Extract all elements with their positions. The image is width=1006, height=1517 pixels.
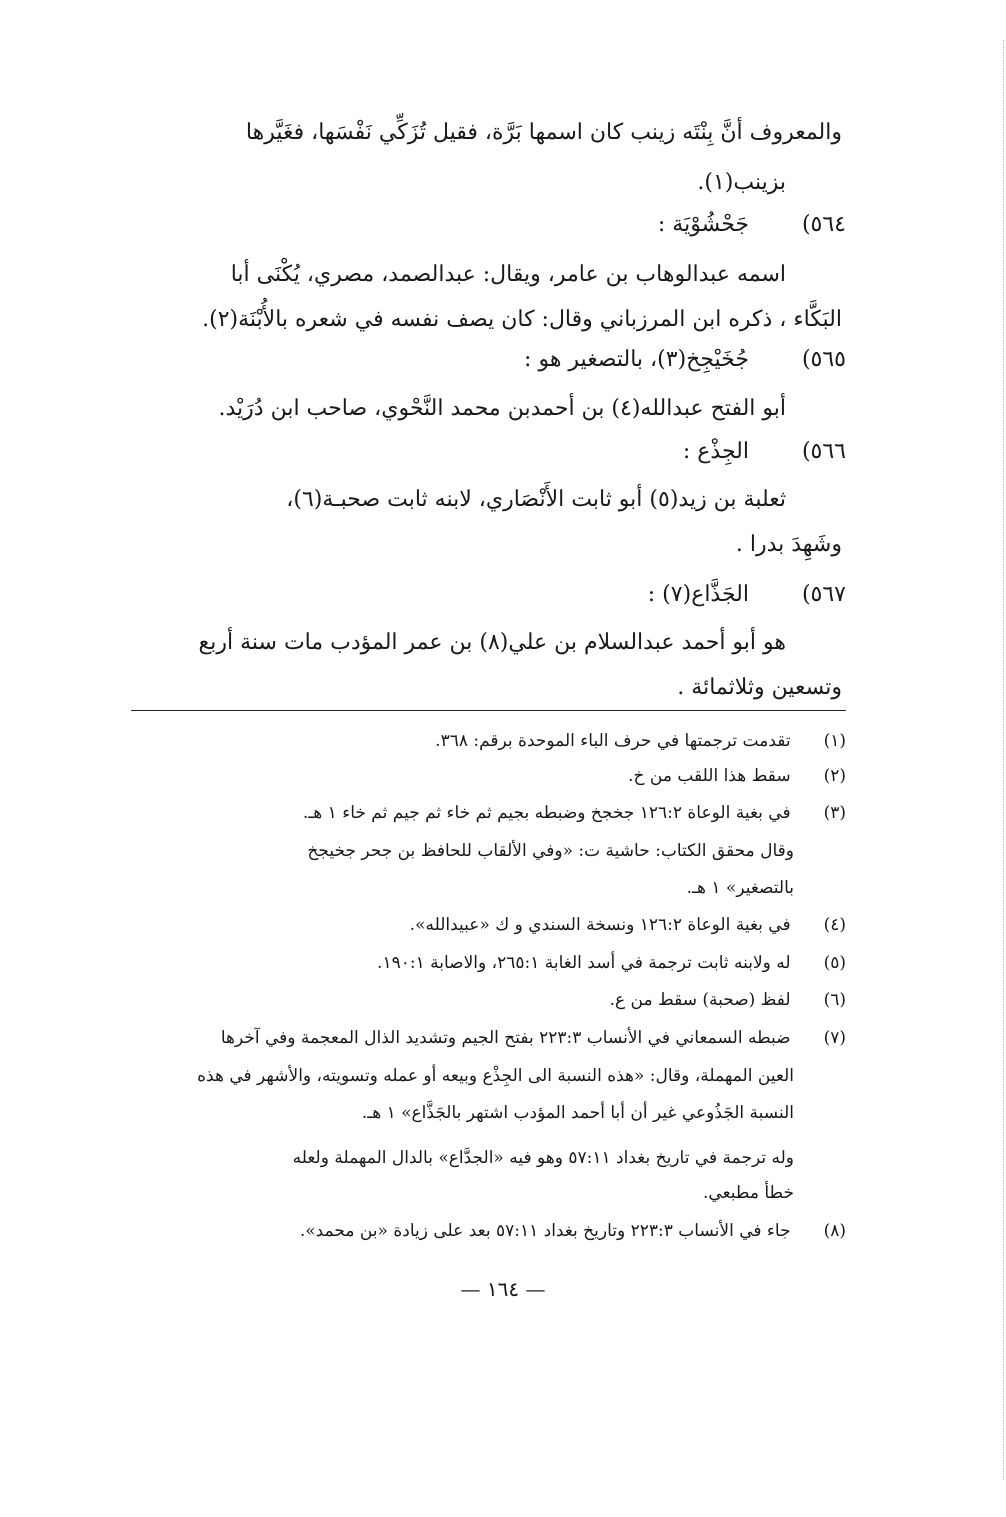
footnote-7-line-3: النسبة الجَذُوعي غير أن أبا أحمد المؤدب اشتهر بالجَذَّاع» ١ هـ. [361,1103,794,1123]
entry-title: الجِذْع : [682,439,749,464]
entry-line: البَكَّاء ، ذكره ابن المرزباني وقال: كان يصف نفسه في شعره بالأُبْنَة(٢). [202,307,842,332]
entry-line: ثعلبة بن زيد(٥) أبو ثابت الأَنْصَاري، لابنه ثابت صحبـة(٦)، [286,487,786,512]
footnote-7-line-2: العين المهملة، وقال: «هذه النسبة الى الجِذْع وبيعه أو عمله وتسويته، والأشهر في هذه [197,1066,794,1086]
footnote-separator [131,710,846,711]
footnote-6 [610,987,846,1013]
entry-line: وشَهِدَ بدرا . [735,532,842,557]
entry-title: الجَذَّاع(٧) : [647,582,749,607]
page-edge [1003,40,1004,1480]
footnote-7-line-4: وله ترجمة في تاريخ بغداد ٥٧:١١ وهو فيه «الجدَّاع» بالدال المهملة ولعله [292,1148,794,1168]
entry-heading-564 [658,210,846,240]
entry-title: جُخَيْجِخ(٣)، بالتصغير هو : [524,347,749,372]
footnote-text: في بغية الوعاة ١٢٦:٢ ونسخة السندي و ك «عبيدالله». [409,915,791,935]
footnote-text: تقدمت ترجمتها في حرف الباء الموحدة برقم: ٣٦٨. [435,731,791,751]
footnote-text: جاء في الأنساب ٢٢٣:٣ وتاريخ بغداد ٥٧:١١ بعد على زيادة «بن محمد». [299,1221,791,1241]
footnote-number: (٥) [823,953,846,973]
entry-heading-565 [524,345,846,375]
footnote-5 [377,950,846,976]
entry-number: ٥٦٦) [801,439,846,464]
footnote-text: له ولابنه ثابت ترجمة في أسد الغابة ٢٦٥:١، والاصابة ١٩٠:١. [377,953,791,973]
footnote-3-line-3: بالتصغير» ١ هـ. [686,878,794,898]
footnote-text: في بغية الوعاة ١٢٦:٢ جخجخ وضبطه بجيم ثم خاء ثم جيم ثم خاء ١ هـ. [302,803,791,823]
footnote-number: (١) [823,731,846,751]
entry-number: ٥٦٥) [801,347,846,372]
intro-line-2: بزينب(١). [697,170,786,195]
footnote-3-line-2: وقال محقق الكتاب: حاشية ت: «وفي الألقاب للحافظ بن جحر جخيجخ [307,841,794,861]
entry-number: ٥٦٧) [801,582,846,607]
footnote-number: (٧) [823,1028,846,1048]
footnote-3 [303,800,846,826]
footnote-8 [300,1218,846,1244]
footnote-7 [221,1025,846,1051]
footnote-2 [628,763,846,789]
entry-title: جَحْشُوْيَة : [657,212,749,237]
footnote-7-line-5: خطأ مطبعي. [703,1183,794,1203]
footnote-number: (٤) [823,915,846,935]
footnote-4 [410,912,846,938]
intro-line-1: والمعروف أنَّ بِنْتَه زينب كان اسمها بَرَّة، فقيل تُزَكِّي نَفْسَها، فغَيَّرها [245,120,842,145]
footnote-number: (٢) [823,766,846,786]
footnote-text: ضبطه السمعاني في الأنساب ٢٢٣:٣ بفتح الجيم وتشديد الذال المعجمة وفي آخرها [220,1028,791,1048]
entry-heading-566 [683,437,846,467]
entry-line: أبو الفتح عبدالله(٤) بن أحمدبن محمد النَّحْوي، صاحب ابن دُرَيْد. [218,396,786,421]
footnote-text: سقط هذا اللقب من خ. [628,766,791,786]
entry-line: هو أبو أحمد عبدالسلام بن علي(٨) بن عمر المؤدب مات سنة أربع [198,630,786,655]
footnote-number: (٦) [823,990,846,1010]
footnote-number: (٨) [823,1221,846,1241]
entry-line: وتسعين وثلاثمائة . [677,675,842,700]
entry-line: اسمه عبدالوهاب بن عامر، ويقال: عبدالصمد، مصري، يُكْنَى أبا [230,262,786,287]
entry-number: ٥٦٤) [801,212,846,237]
entry-heading-567 [648,580,846,610]
footnote-1 [435,728,846,754]
footnote-text: لفظ (صحبة) سقط من ع. [609,990,791,1010]
page-number: — ١٦٤ — [460,1277,546,1301]
footnote-number: (٣) [823,803,846,823]
